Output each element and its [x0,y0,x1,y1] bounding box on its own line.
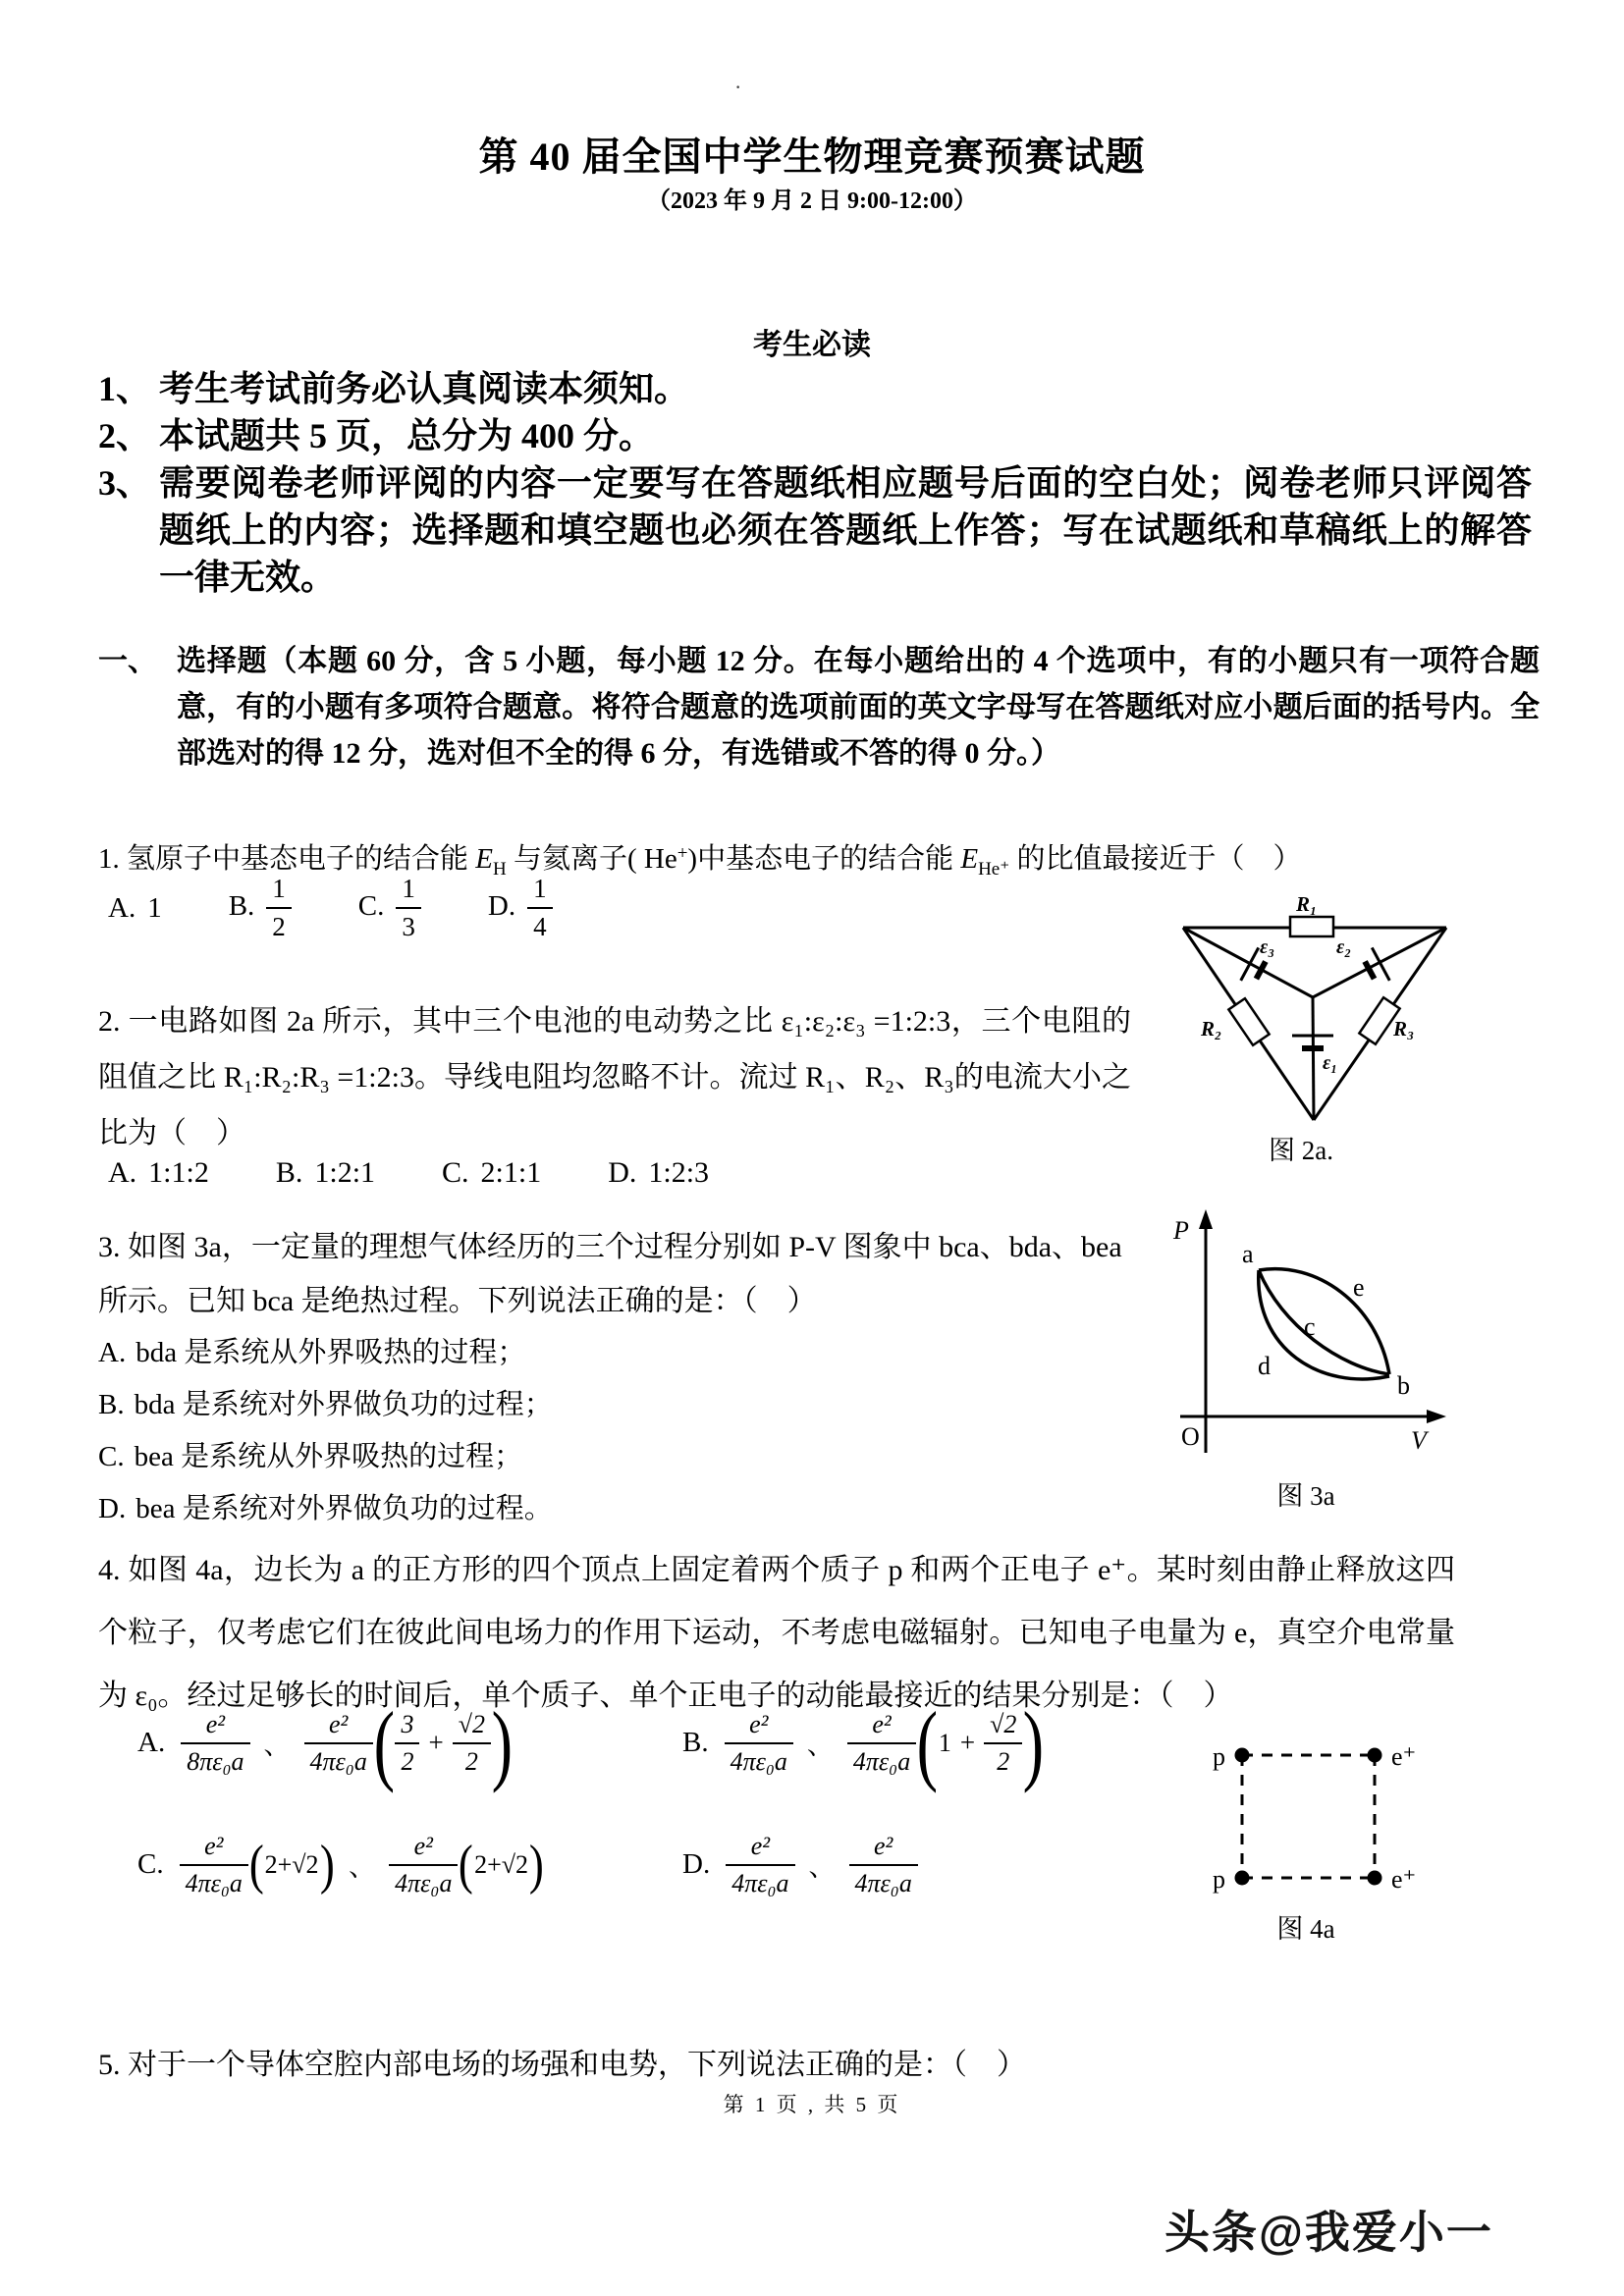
resistor-R1 [1290,917,1333,936]
notice-number: 1、 [98,369,152,408]
question-4: 4. 如图 4a，边长为 a 的正方形的四个顶点上固定着两个质子 p 和两个正电子 e⁺。某时刻由静止释放这四个粒子，仅考虑它们在彼此间电场力的作用下运动，不考虑电磁辐射。已知电子电量为 e，真空介电常量为 ε₀。经过足够长的时间后，单个质子、单个正电子的动能最接近的结果分别是：（ ） [98,1554,1455,1712]
fraction-denominator: 2 [997,1746,1010,1776]
notice-text: 本试题共 5 页，总分为 400 分。 [159,416,655,455]
q1-symbol-E: E [475,843,493,875]
fraction-numerator: e² [389,1832,458,1866]
q1-symbol-E2: E [960,843,979,875]
label-a: a [1242,1240,1254,1268]
fraction [389,1832,458,1898]
fraction-denominator: 4πε₀a [185,1868,243,1897]
q1-text-mid2: )中基态电子的结合能 [687,843,961,875]
fraction-numerator: e² [181,1710,249,1744]
q4-option-a: A. $\frac{\text{e²}}{\text{8πε₀a}}$ 、 $\frac{\text{e²}}{\text{4πε₀a}}$ ( $\frac{3}{2}$ + $\frac{√2}{2}$ ) [137,1692,514,1793]
exam-datetime: （2023 年 9 月 2 日 9:00-12:00） [647,188,977,214]
notice-text: 考生考试前务必认真阅读本须知。 [159,369,690,408]
fraction-numerator: √2 [984,1710,1022,1744]
fraction-denominator: 2 [464,1746,478,1776]
fraction-denominator: 4 [533,912,547,942]
q1-text-pre: 1. 氢原子中基态电子的结合能 [98,843,476,875]
notice-title: 考生必读 [753,329,871,361]
option-label: B. [98,1389,125,1420]
positron-dot-top [1368,1748,1382,1763]
fraction [180,1832,248,1898]
label-R3: R₃ [1393,1017,1415,1041]
question-3: 3. 如图 3a，一定量的理想气体经历的三个过程分别如 P-V 图象中 bca、bda、bea 所示。已知 bca 是绝热过程。下列说法正确的是：（ ） [98,1231,1122,1317]
label-e1: ε₁ [1323,1052,1338,1074]
question-2: 2. 一电路如图 2a 所示，其中三个电池的电动势之比 ε₁:ε₂:ε₃ =1:2:3，三个电阻的阻值之比 R₁:R₂:R₃ =1:2:3。导线电阻均忽略不计。流过 R₁、R₂、R₃的电流大小之比为（ ） [98,1005,1131,1149]
fraction-numerator: 3 [395,1710,419,1744]
fraction [395,1710,419,1777]
fraction [181,1710,249,1777]
q3-option-b [98,1379,553,1431]
option-label: B. [275,1156,303,1189]
fraction-numerator: e² [726,1832,794,1866]
fraction [984,1710,1022,1777]
section-text: 选择题（本题 60 分，含 5 小题，每小题 12 分。在每小题给出的 4 个选项中，有的小题只有一项符合题意，有的小题有多项符合题意。将符合题意的选项前面的英文字母写在答题纸对应小题后面的括号内。全部选对的得 12 分，选对但不全的得 6 分，有选错或不答的得 0 分。） [177,645,1540,770]
paren-term: 2+√2 [474,1849,529,1879]
x-axis-arrow [1427,1410,1446,1423]
option-label: A. [108,891,136,924]
option-label: C. [357,889,385,922]
label-p-bottom: p [1213,1865,1225,1894]
notice-number: 3、 [98,463,152,503]
fraction-numerator: √2 [453,1710,491,1744]
q1-option-b [229,874,292,942]
square-dashed-edges [1242,1755,1375,1878]
option-value: 1:2:1 [314,1156,376,1189]
label-R2: R₂ [1201,1017,1222,1041]
q1-option-a [108,892,162,925]
q1-sub-H: H [492,859,507,880]
fraction-denominator: 4πε₀a [731,1868,789,1897]
q1-sup-plus: + [677,843,688,864]
separator: 、 [806,1731,834,1761]
resistor-R2 [1228,998,1269,1045]
label-R1: R₁ [1296,892,1318,916]
paren-term: 1 [938,1728,951,1757]
q3-option-a [98,1327,553,1379]
notice-item-3 [98,459,1532,601]
label-e-plus-top: e⁺ [1391,1742,1417,1771]
separator: 、 [808,1852,836,1883]
fraction-denominator: 2 [401,1746,414,1776]
fraction-numerator: e² [725,1710,793,1744]
fraction [453,1710,491,1777]
label-b: b [1397,1371,1410,1400]
q1-sub-He: He⁺ [978,859,1010,880]
option-label: A. [137,1727,166,1759]
option-label: B. [228,889,255,922]
label-e-plus-bottom: e⁺ [1391,1865,1417,1894]
q3-option-d [98,1483,553,1535]
label-e: e [1353,1273,1365,1302]
watermark: 头条@我爱小一 [1164,2207,1493,2258]
q4-option-d [682,1832,918,1898]
option-label: D. [487,889,516,922]
fraction-numerator: e² [847,1710,916,1744]
figure-4a-square [1183,1726,1429,1907]
positron-dot-bottom [1368,1871,1382,1886]
fraction [849,1832,918,1898]
q2-option-a [108,1156,209,1190]
plus-operator: + [428,1728,444,1758]
fraction [726,1832,794,1898]
q1-option-c [358,874,421,942]
fraction-numerator: 1 [266,874,292,909]
fraction-numerator: e² [180,1832,248,1866]
fraction [725,1710,793,1777]
page-title: 第 40 届全国中学生物理竞赛预赛试题 [478,134,1146,179]
figure-2a-circuit [1114,886,1488,1132]
option-text: bea 是系统对外界做负功的过程。 [135,1493,553,1524]
q1-options [108,874,553,942]
option-label: C. [442,1156,469,1189]
q4-option-c: C. $\frac{\text{e²}}{\text{4πε₀a}}$ ( 2+√2 ) 、 $\frac{\text{e²}}{\text{4πε₀a}}$ ( 2+√2 ) [137,1832,544,1897]
question-5: 5. 对于一个导体空腔内部电场的场强和电势，下列说法正确的是：（ ） [98,2049,1026,2081]
proton-dot-top [1235,1748,1250,1763]
figure-3a-pv-diagram [1144,1205,1468,1470]
fraction-denominator: 4πε₀a [395,1868,453,1897]
q2-option-d [608,1156,709,1190]
fraction-numerator: e² [304,1710,373,1744]
q3-options [98,1327,553,1535]
charge-dots [1235,1748,1382,1886]
fraction [527,874,553,942]
paren-term: 2+√2 [264,1849,319,1879]
label-c: c [1304,1312,1316,1341]
label-V: V [1411,1426,1427,1455]
fraction [304,1710,373,1777]
process-curves [1259,1269,1389,1379]
option-label: D. [608,1156,637,1189]
separator: 、 [349,1852,376,1883]
q4-option-b: B. $\frac{\text{e²}}{\text{4πε₀a}}$ 、 $\frac{\text{e²}}{\text{4πε₀a}}$ ( 1 + $\frac{√2}{2}$ ) [682,1692,1045,1793]
option-text: bda 是系统从外界吸热的过程； [135,1337,526,1368]
option-label: C. [137,1848,164,1881]
label-P: P [1173,1216,1189,1245]
option-text: bda 是系统对外界做负功的过程； [134,1389,553,1420]
option-label: B. [682,1727,709,1759]
q2-options [108,1156,709,1190]
label-p-top: p [1213,1742,1225,1771]
q2-option-b [276,1156,375,1190]
section-number: 一、 [98,645,157,677]
stray-dot: · [734,75,742,99]
q1-text-mid1: 与氦离子( He [506,843,677,875]
page-footer: 第 1 页 , 共 5 页 [723,2093,901,2116]
fraction-denominator: 4πε₀a [309,1746,367,1776]
option-label: D. [98,1493,127,1524]
q3-option-c [98,1431,553,1483]
q1-text-post: 的比值最接近于（ ） [1009,843,1302,875]
option-label: A. [108,1156,137,1189]
option-label: A. [98,1337,127,1368]
fraction-denominator: 4πε₀a [854,1868,912,1897]
figure-2a-caption: 图 2a. [1269,1136,1333,1165]
option-value: 1 [147,891,162,924]
label-e3: ε₃ [1260,936,1275,958]
fraction-denominator: 8πε₀a [187,1746,244,1776]
figure-4a-caption: 图 4a [1276,1914,1335,1944]
separator: 、 [263,1731,291,1761]
q1-option-d [488,874,553,942]
y-axis-arrow [1199,1209,1213,1229]
notice-text: 需要阅卷老师评阅的内容一定要写在答题纸相应题号后面的空白处；阅卷老师只评阅答题纸上的内容；选择题和填空题也必须在答题纸上作答；写在试题纸和草稿纸上的解答一律无效。 [159,463,1532,597]
option-label: D. [682,1848,711,1881]
fraction-denominator: 2 [272,912,286,942]
label-e2: ε₂ [1336,936,1352,958]
fraction-numerator: 1 [396,874,421,909]
option-value: 1:2:3 [648,1156,710,1189]
option-value: 2:1:1 [480,1156,542,1189]
battery-e2 [1361,947,1389,987]
notice-number: 2、 [98,416,152,455]
fraction-denominator: 4πε₀a [730,1746,787,1776]
fraction-numerator: 1 [527,874,553,909]
fraction-denominator: 3 [402,912,415,942]
proton-dot-bottom [1235,1871,1250,1886]
notice-item-2 [98,412,654,459]
q2-option-c [442,1156,541,1190]
fraction [847,1710,916,1777]
option-label: C. [98,1441,125,1472]
figure-3a-caption: 图 3a [1276,1481,1335,1511]
label-O: O [1181,1422,1200,1451]
option-text: bea 是系统从外界吸热的过程； [134,1441,523,1472]
curve-e [1259,1269,1389,1374]
fraction [396,874,421,942]
label-d: d [1258,1352,1271,1380]
option-value: 1:1:2 [148,1156,209,1189]
notice-item-1 [98,365,689,412]
fraction [266,874,292,942]
plus-operator: + [959,1728,976,1758]
fraction-numerator: e² [849,1832,918,1866]
section-header-choice [98,638,1540,776]
fraction-denominator: 4πε₀a [852,1746,911,1776]
